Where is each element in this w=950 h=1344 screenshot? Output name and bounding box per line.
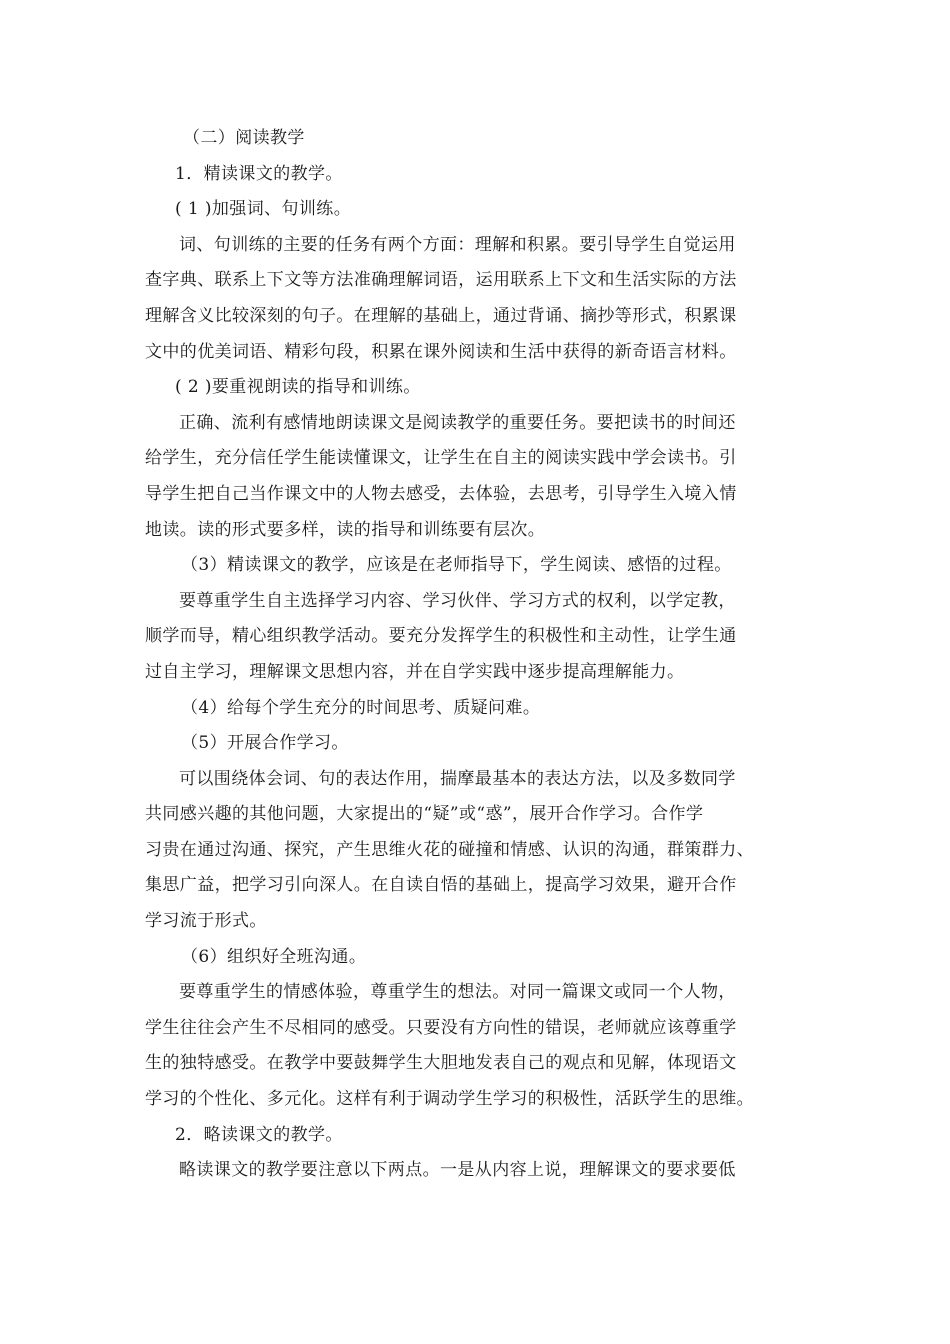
text-line: 词、句训练的主要的任务有两个方面：理解和积累。要引导学生自觉运用 [179,234,736,255]
text-line: 2．略读课文的教学。 [175,1124,343,1145]
text-line: 略读课文的教学要注意以下两点。一是从内容上说，理解课文的要求要低 [179,1160,736,1181]
text-line: ( 2 )要重视朗读的指导和训练。 [175,377,421,398]
text-line: 学生往往会产生不尽相同的感受。只要没有方向性的错误，老师就应该尊重学 [145,1017,737,1038]
text-line: （6）组织好全班沟通。 [181,946,367,967]
text-line: 导学生把自己当作课文中的人物去感受，去体验，去思考，引导学生入境入情 [145,483,737,504]
text-line: 查字典、联系上下文等方法准确理解词语，运用联系上下文和生活实际的方法 [145,270,737,291]
text-line: 共同感兴趣的其他问题，大家提出的“疑”或“惑”，展开合作学习。合作学 [145,804,704,825]
text-line: 正确、流利有感情地朗读课文是阅读教学的重要任务。要把读书的时间还 [179,412,736,433]
text-line: 生的独特感受。在教学中要鼓舞学生大胆地发表自己的观点和见解，体现语文 [145,1053,737,1074]
document-body [145,121,825,1189]
text-line: 习贵在通过沟通、探究，产生思维火花的碰撞和情感、认识的沟通，群策群力、 [145,839,754,860]
text-line: 文中的优美词语、精彩句段，积累在课外阅读和生活中获得的新奇语言材料。 [145,341,737,362]
text-line: 过自主学习，理解课文思想内容，并在自学实践中逐步提高理解能力。 [145,661,685,682]
text-line: 要尊重学生自主选择学习内容、学习伙伴、学习方式的权利，以学定教， [179,590,736,611]
text-line: （4）给每个学生充分的时间思考、质疑问难。 [181,697,541,718]
text-line: 学习流于形式。 [145,911,267,932]
text-line: 顺学而导，精心组织教学活动。要充分发挥学生的积极性和主动性，让学生通 [145,626,737,647]
text-line: ( 1 )加强词、句训练。 [175,199,352,220]
text-line: 理解含义比较深刻的句子。在理解的基础上，通过背诵、摘抄等形式，积累课 [145,305,737,326]
text-line: 要尊重学生的情感体验，尊重学生的想法。对同一篇课文或同一个人物， [179,982,736,1003]
text-line: （二）阅读教学 [183,128,305,148]
text-line: 给学生，充分信任学生能读懂课文，让学生在自主的阅读实践中学会读书。引 [145,448,737,469]
text-line: 可以围绕体会词、句的表达作用，揣摩最基本的表达方法，以及多数同学 [179,768,736,789]
text-line: 1．精读课文的教学。 [175,163,343,184]
text-line: （5）开展合作学习。 [181,733,349,754]
text-line: 地读。读的形式要多样，读的指导和训练要有层次。 [145,519,546,540]
text-line: （3）精读课文的教学，应该是在老师指导下，学生阅读、感悟的过程。 [181,555,732,576]
text-line: 集思广益，把学习引向深人。在自读自悟的基础上，提高学习效果，避开合作 [145,875,737,896]
text-line: 学习的个性化、多元化。这样有利于调动学生学习的积极性，活跃学生的思维。 [145,1089,754,1110]
